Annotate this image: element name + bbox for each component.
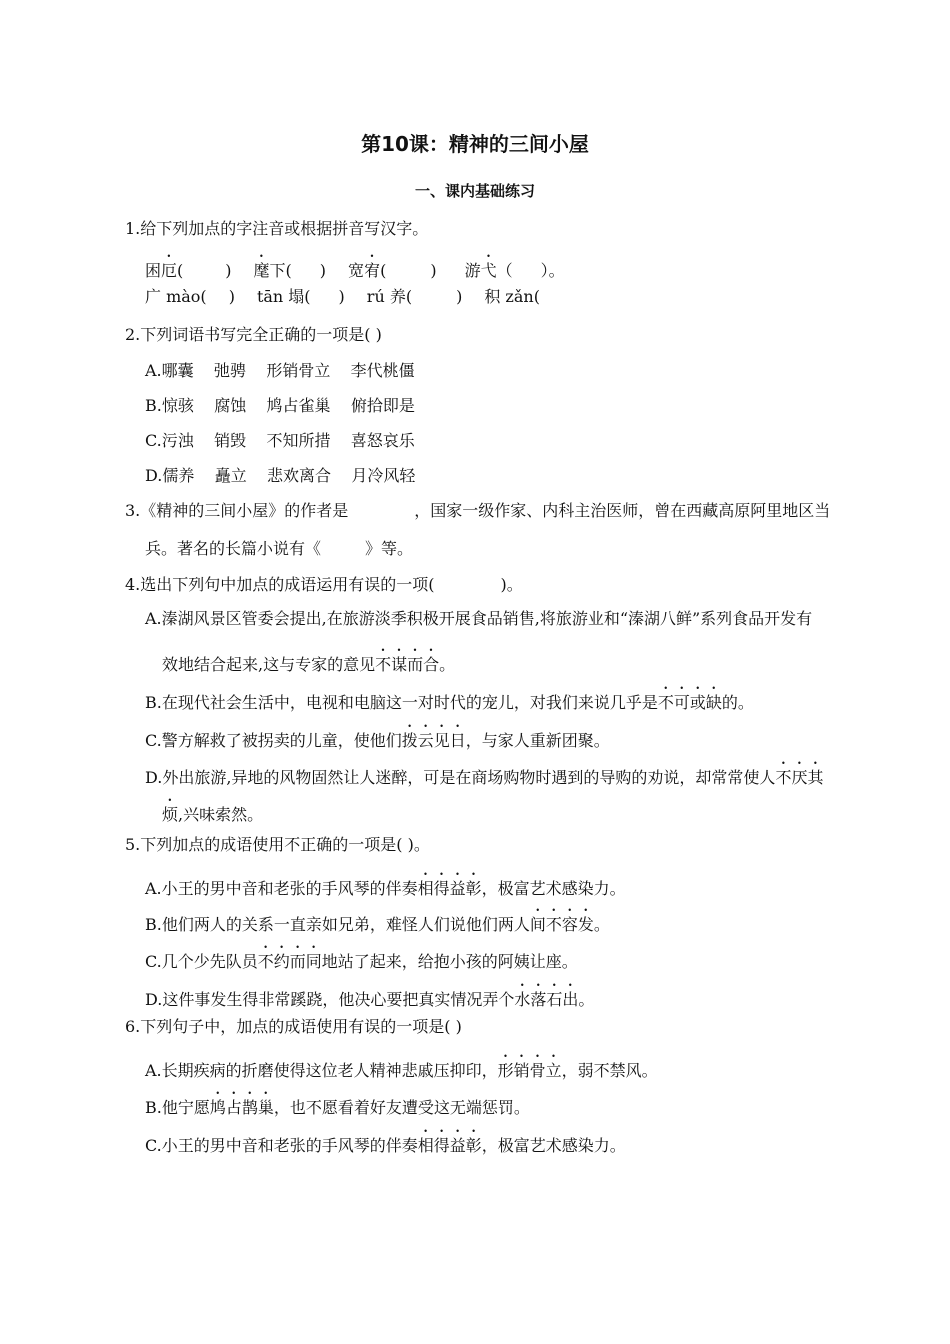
q5-text: 。 — [593, 915, 610, 934]
q4-stem — [125, 574, 523, 596]
q4-text: C.警方解救了被拐卖的儿童，使他们 — [145, 731, 402, 750]
q6-text: B.他宁愿 — [145, 1098, 210, 1117]
q1-dotted-char: 弋 — [480, 261, 497, 280]
q5-text: B.他们两人的关系一直亲如兄弟，难怪人们说他们两人 — [145, 915, 530, 934]
q3-line1 — [125, 500, 830, 522]
q2-stem: 2.下列词语书写完全正确的一项是( ) — [125, 325, 382, 344]
q6-text: ，弱不禁风。 — [561, 1061, 658, 1080]
q6-text: A.长期疾病的折磨使得这位老人精神悲戚压抑印， — [145, 1061, 498, 1080]
q1-paren: ( — [380, 261, 387, 280]
q5-text: 。 — [578, 990, 595, 1009]
q4-text: ,兴味索然。 — [178, 805, 264, 824]
q6-text: C.小王的男中音和老张的手风琴的伴奏 — [145, 1136, 418, 1155]
q4-option-d-line2 — [162, 796, 263, 826]
q5-stem: 5.下列加点的成语使用不正确的一项是( )。 — [125, 835, 430, 854]
q4-option-a-line2 — [162, 646, 455, 676]
q1-row1: 困厄( ) 麾下( ) 宽宥( ) 游弋（ ）。 — [145, 261, 565, 280]
q6-option-a — [145, 1052, 658, 1082]
q1-pinyin-item: tān 塌( — [256, 287, 311, 306]
q4-dotted-idiom: 不厌其 — [775, 768, 824, 787]
q5-text: C.几个少先队员 — [145, 952, 258, 971]
q6-option-b — [145, 1089, 530, 1119]
q2-option-d: D.儒养 矗立 悲欢离合 月冷风轻 — [145, 466, 416, 485]
q1-pinyin-item: 积 zǎn( — [484, 287, 540, 306]
q4-text: D.外出旅游,异地的风物固然让人迷醉，可是在商场购物时遇到的导购的劝说，却常常使人 — [145, 768, 776, 787]
q6-text: ，极富艺术感染力。 — [481, 1136, 626, 1155]
q4-option-b — [145, 684, 754, 714]
lesson-title: 第10课：精神的三间小屋 — [361, 132, 589, 156]
q1-pinyin-item: rú 养( — [366, 287, 413, 306]
section-heading: 一、课内基础练习 — [414, 182, 535, 200]
q6-dotted-idiom: 相得益彰 — [417, 1136, 482, 1155]
q4-text: 的。 — [721, 693, 754, 712]
q2-option-b: B.惊骇 腐蚀 鸠占雀巢 俯拾即是 — [145, 396, 415, 415]
q4-dotted-idiom: 不可或缺 — [657, 693, 722, 712]
q1-char: 宽 — [348, 261, 365, 280]
q1-paren: ) — [456, 287, 463, 306]
q4-dotted-idiom: 拨云见日 — [401, 731, 466, 750]
q1-paren: ） — [540, 261, 549, 280]
q5-text: D.这件事发生得非常蹊跷，他决心要把真实情况弄个 — [145, 990, 515, 1009]
q5-dotted-idiom: 水落石出 — [514, 990, 579, 1009]
q4-dotted-idiom: 烦 — [162, 805, 179, 824]
q1-paren: ( — [177, 261, 184, 280]
q5-dotted-idiom: 相得益彰 — [417, 879, 482, 898]
q5-option-a — [145, 870, 626, 900]
q2-option-a: A.哪囊 弛骋 形销骨立 李代桃僵 — [145, 361, 415, 380]
q2-option-c: C.污浊 销毁 不知所措 喜怒哀乐 — [145, 431, 415, 450]
q1-text: 下( — [269, 261, 292, 280]
q4-option-d-line1 — [145, 759, 823, 789]
q1-pinyin-item: 广 mào( — [145, 287, 207, 306]
q5-dotted-idiom: 不约而同 — [257, 952, 322, 971]
q5-text: 地站了起来，给抱小孩的阿姨让座。 — [321, 952, 578, 971]
q3-text: ，国家一级作家、内科主治医师，曾在西藏高原阿里地区当 — [414, 501, 831, 520]
q6-dotted-idiom: 形销骨立 — [497, 1061, 562, 1080]
q5-text: ，极富艺术感染力。 — [481, 879, 626, 898]
q5-dotted-idiom: 间不容发 — [529, 915, 594, 934]
q1-char: 困 — [145, 261, 162, 280]
q6-stem: 6.下列句子中，加点的成语使用有误的一项是( ) — [125, 1017, 462, 1036]
q4-dotted-idiom: 不谋而合 — [375, 655, 440, 674]
q4-text: ，与家人重新团聚。 — [465, 731, 610, 750]
q1-char: 游 — [464, 261, 481, 280]
q3-line2 — [145, 538, 413, 560]
q5-text: A.小王的男中音和老张的手风琴的伴奏 — [145, 879, 418, 898]
q4-text: B.在现代社会生活中，电视和电脑这一对时代的宠儿，对我们来说几乎是 — [145, 693, 658, 712]
q1-dotted-char: 麾 — [253, 261, 270, 280]
q4-text: 。 — [439, 655, 456, 674]
q4-text: 效地结合起来,这与专家的意见 — [162, 655, 376, 674]
q4-text: 4.选出下列句中加点的成语运用有误的一项( — [125, 575, 435, 594]
q1-paren: ) — [228, 287, 235, 306]
q4-option-a-line1: A.溱湖风景区管委会提出,在旅游淡季积极开展食品销售,将旅游业和“溱湖八鲜”系列食品开发有 — [145, 609, 813, 628]
q5-option-d — [145, 981, 594, 1011]
q5-option-c — [145, 943, 578, 973]
q1-paren: （ — [496, 261, 513, 280]
q1-stem: 1.给下列加点的字注音或根据拼音写汉字。 — [125, 219, 429, 238]
q6-dotted-idiom: 鸠占鹊巢 — [209, 1098, 274, 1117]
q6-option-c — [145, 1127, 626, 1157]
q3-text: 》等。 — [365, 539, 414, 558]
q4-text: )。 — [500, 575, 523, 594]
q5-option-b — [145, 906, 610, 936]
q3-text: 3.《精神的三间小屋》的作者是 — [125, 501, 349, 520]
q3-text: 兵。著名的长篇小说有《 — [145, 539, 322, 558]
q1-paren: ) — [338, 287, 345, 306]
q4-option-c — [145, 722, 610, 752]
q6-text: ，也不愿看着好友遭受这无端惩罚。 — [273, 1098, 530, 1117]
q1-dotted-char: 宥 — [364, 261, 381, 280]
q1-row2 — [145, 286, 540, 308]
q1-dotted-char: 厄 — [161, 261, 178, 280]
